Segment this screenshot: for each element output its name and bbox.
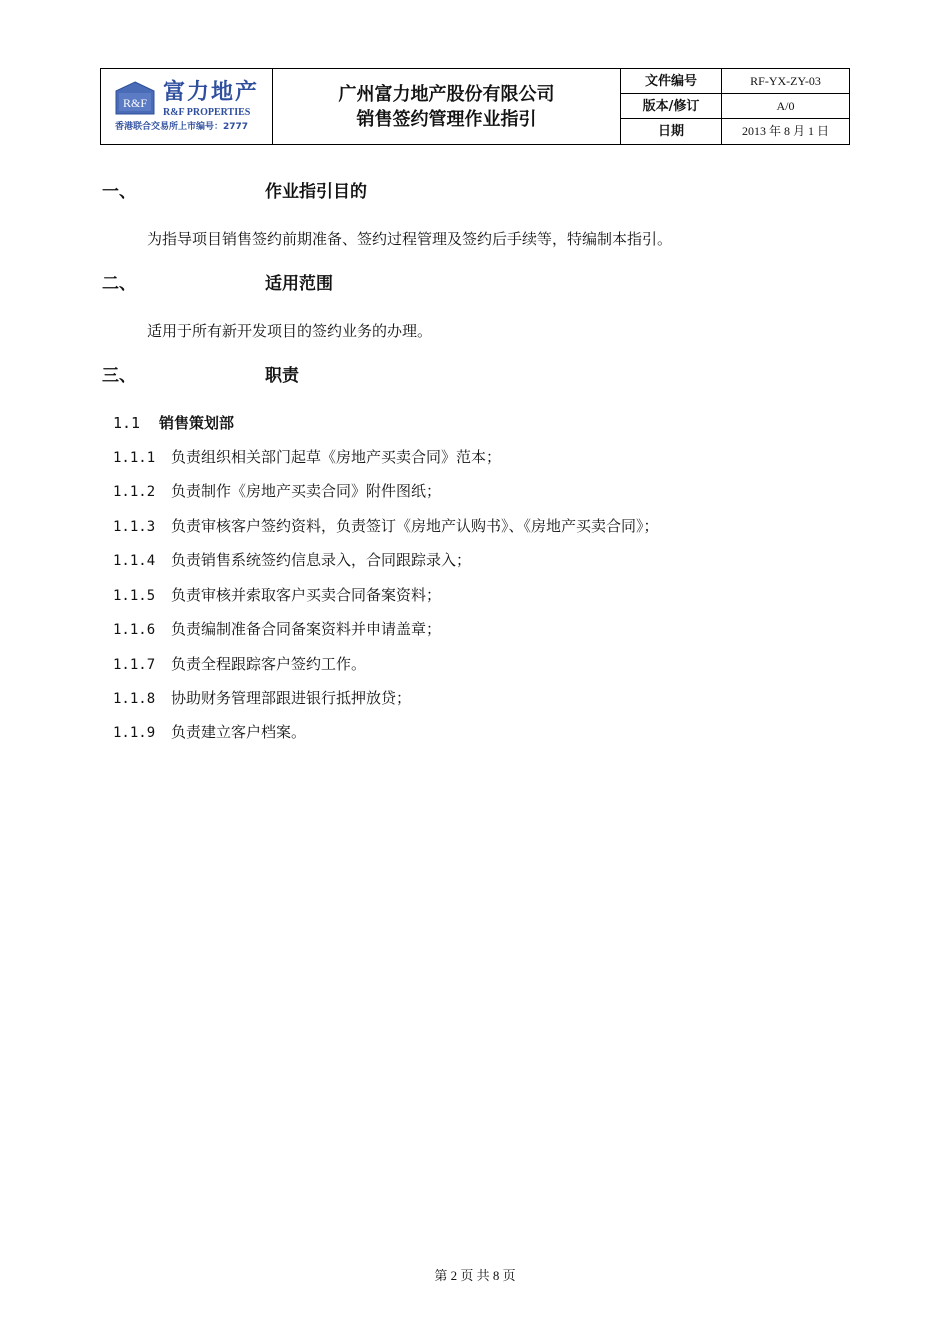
- list-item: [113, 619, 441, 640]
- list-item: [113, 585, 441, 606]
- item-number: 1.1.6: [113, 622, 156, 638]
- section-number: 一、: [102, 182, 136, 202]
- section-paragraph-scope: 适用于所有新开发项目的签约业务的办理。: [147, 322, 433, 340]
- item-number: 1.1.4: [113, 553, 156, 569]
- section-paragraph-purpose: 为指导项目销售签约前期准备、签约过程管理及签约后手续等，特编制本指引。: [147, 230, 673, 248]
- meta-label: 版本/修订: [621, 94, 722, 119]
- section-number: 三、: [102, 366, 136, 386]
- section-title: 作业指引目的: [265, 182, 367, 202]
- item-text: 负责审核并索取客户买卖合同备案资料；: [171, 586, 442, 604]
- rf-logo-icon: [115, 81, 155, 115]
- item-text: 负责全程跟踪客户签约工作。: [171, 655, 367, 673]
- item-text: 负责审核客户签约资料，负责签订《房地产认购书》、《房地产买卖合同》；: [171, 517, 659, 535]
- item-number: 1.1.3: [113, 519, 156, 535]
- item-text: 负责制作《房地产买卖合同》附件图纸；: [171, 482, 442, 500]
- list-item: [113, 688, 411, 709]
- logo-mark-text: R&F: [122, 96, 148, 110]
- list-item: [113, 722, 306, 743]
- logo-en-name: R&F PROPERTIES: [163, 107, 251, 118]
- item-number: 1.1.8: [113, 691, 156, 707]
- subsection-title: 销售策划部: [159, 414, 235, 432]
- logo-listing-number: 香港联合交易所上市编号：2777: [115, 122, 249, 132]
- meta-value: RF-YX-ZY-03: [750, 74, 821, 88]
- list-item: [113, 481, 441, 502]
- logo-cn-name: 富力地产: [163, 79, 260, 105]
- meta-table: [621, 69, 849, 144]
- item-number: 1.1.9: [113, 725, 156, 741]
- subsection-sales-planning: [113, 413, 234, 433]
- item-text: 负责编制准备合同备案资料并申请盖章；: [171, 620, 442, 638]
- title-cell: [273, 69, 621, 144]
- meta-row-date: [621, 119, 849, 144]
- section-number: 二、: [102, 274, 136, 294]
- document-title: 销售签约管理作业指引: [356, 109, 537, 130]
- list-item: [113, 516, 659, 537]
- meta-value: A/0: [776, 99, 795, 113]
- list-item: [113, 447, 501, 468]
- list-item: [113, 654, 366, 675]
- meta-label: 日期: [621, 119, 722, 144]
- page-footer: 第 2 页 共 8 页: [434, 1268, 516, 1283]
- meta-row-version: [621, 94, 849, 119]
- document-header: [100, 68, 850, 145]
- item-text: 负责建立客户档案。: [171, 723, 307, 741]
- item-number: 1.1.5: [113, 588, 156, 604]
- item-number: 1.1.2: [113, 484, 156, 500]
- item-number: 1.1.1: [113, 450, 156, 466]
- company-name: 广州富力地产股份有限公司: [338, 84, 555, 105]
- section-title: 适用范围: [265, 274, 333, 294]
- subsection-number: 1.1: [113, 414, 141, 432]
- meta-value: 2013 年 8 月 1 日: [741, 124, 829, 138]
- logo-cell: [101, 69, 273, 144]
- list-item: [113, 550, 471, 571]
- meta-label: 文件编号: [621, 69, 722, 94]
- item-text: 负责组织相关部门起草《房地产买卖合同》范本；: [171, 448, 502, 466]
- item-number: 1.1.7: [113, 657, 156, 673]
- section-title: 职责: [265, 366, 299, 386]
- meta-row-doc-number: [621, 69, 849, 94]
- item-text: 协助财务管理部跟进银行抵押放贷；: [171, 689, 412, 707]
- item-text: 负责销售系统签约信息录入，合同跟踪录入；: [171, 551, 472, 569]
